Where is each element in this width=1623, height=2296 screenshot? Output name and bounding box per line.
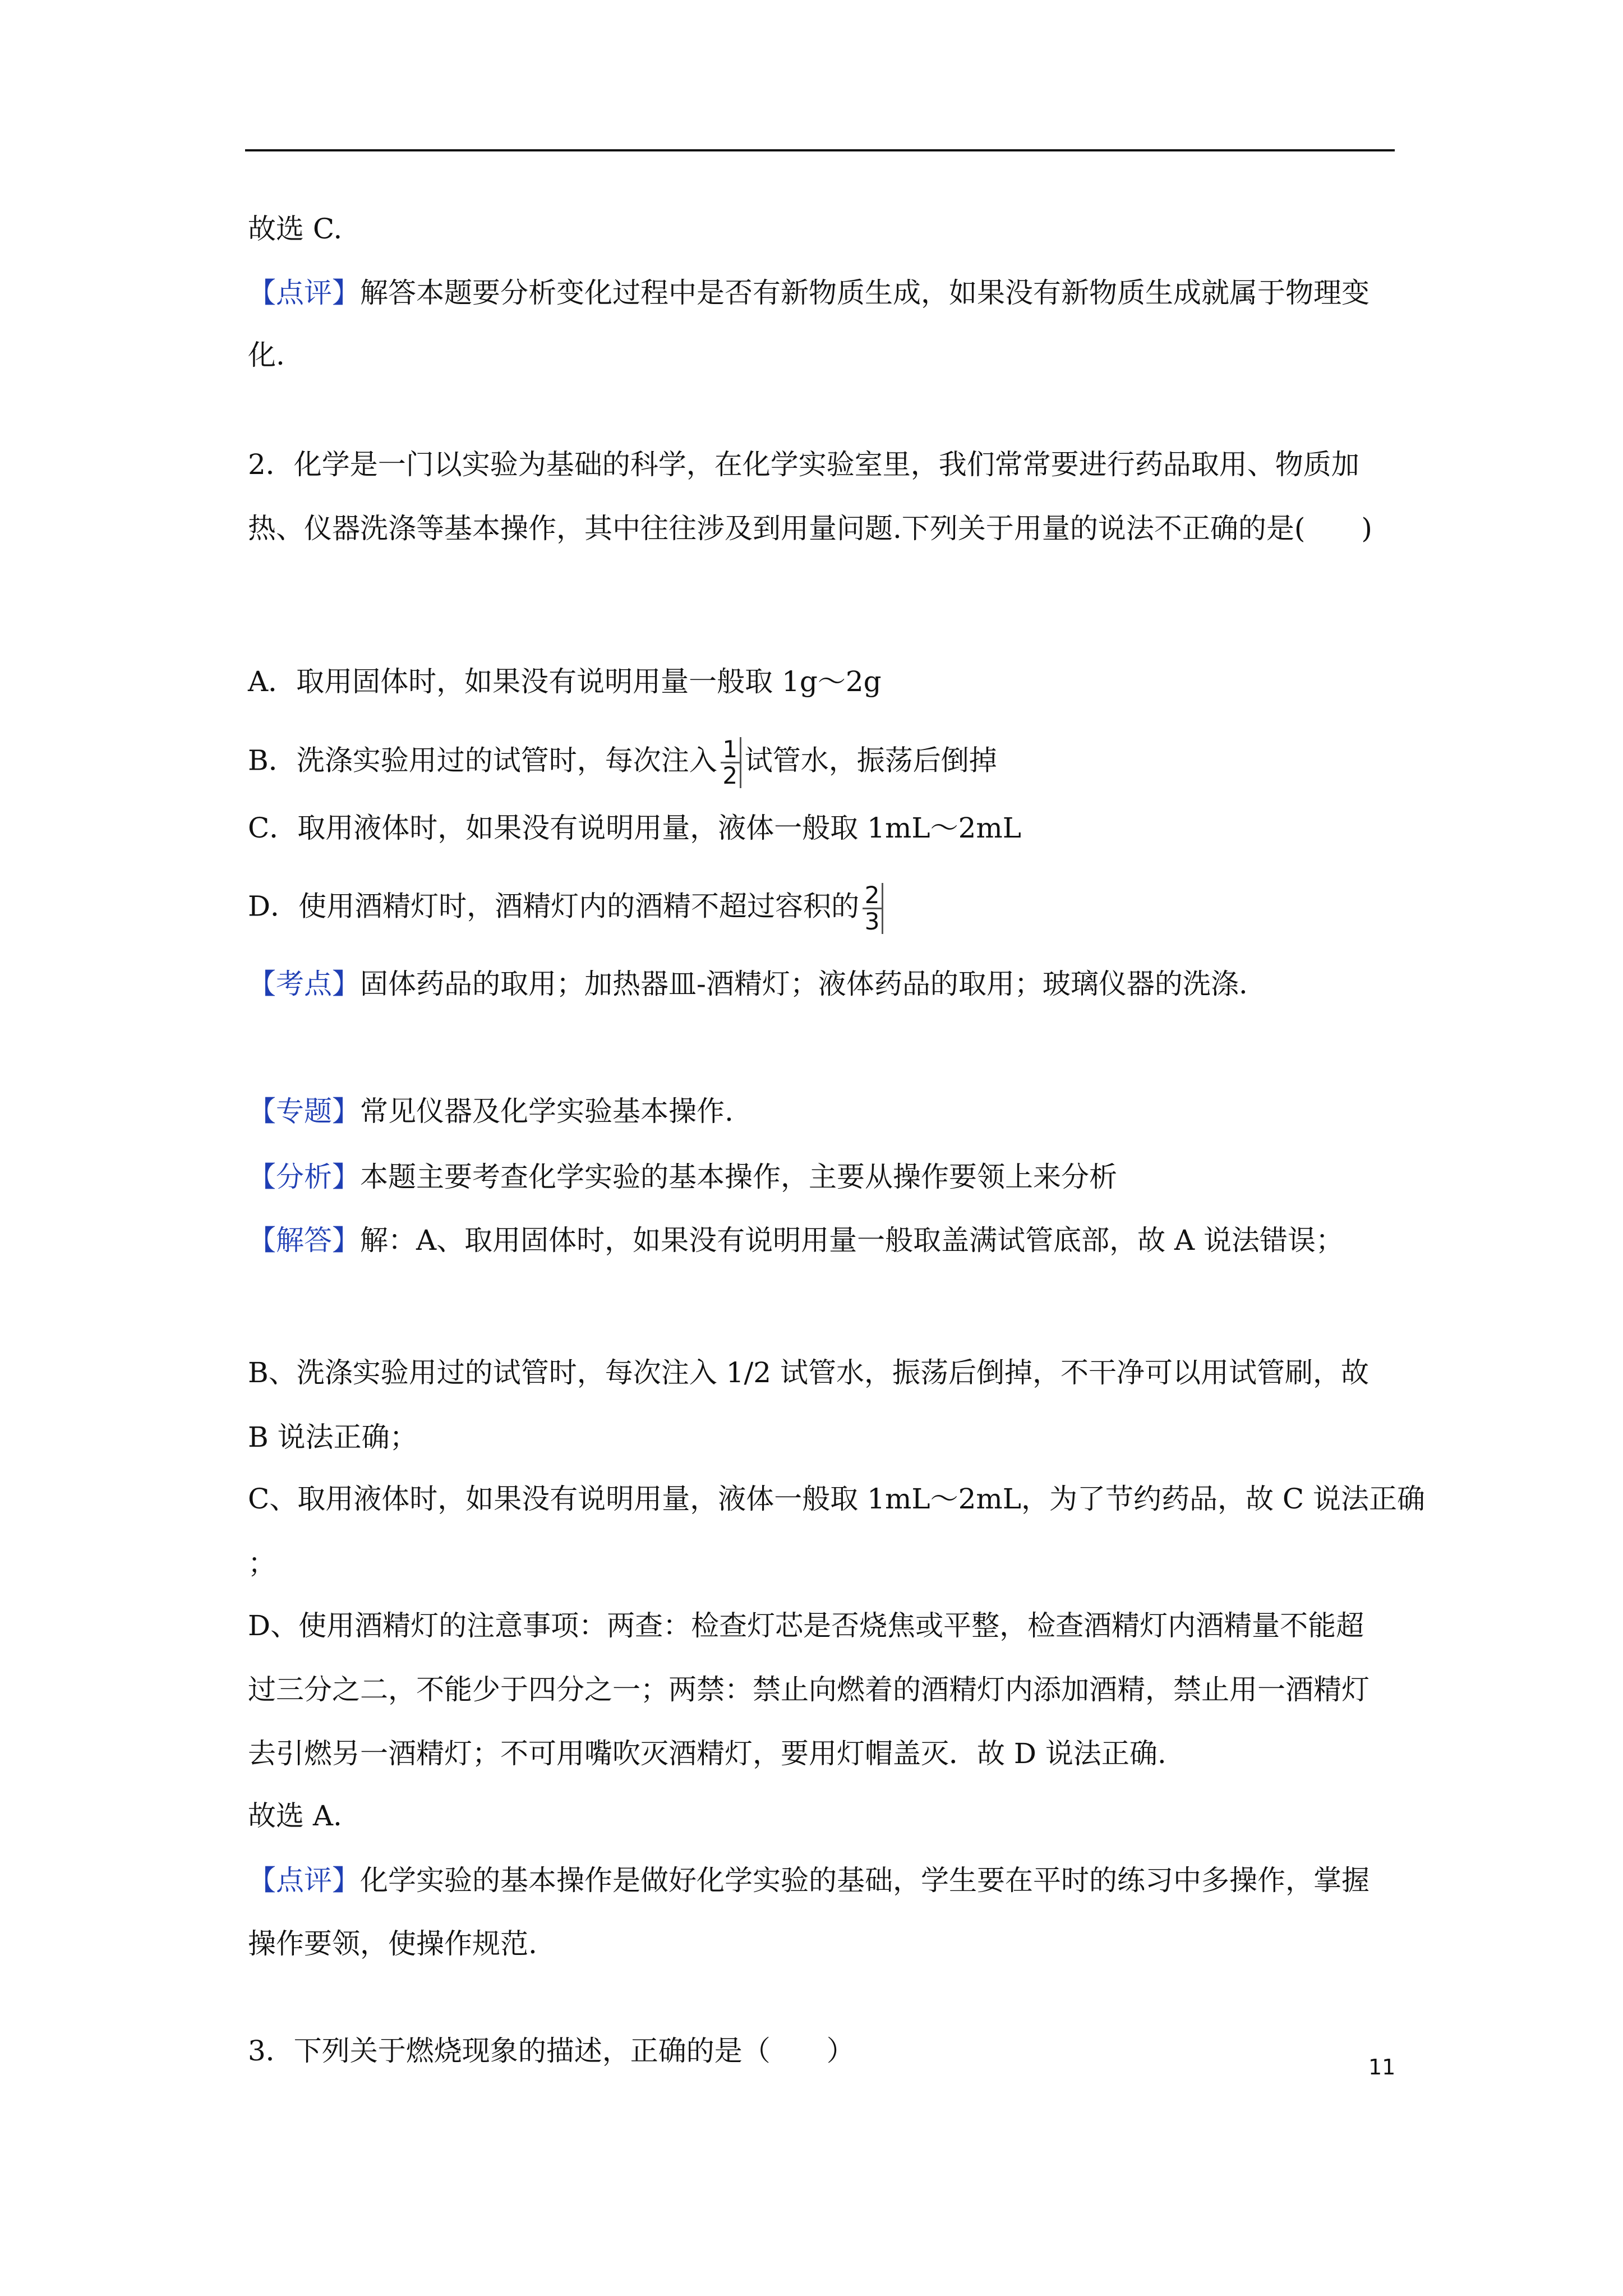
zhuanti-line (248, 1092, 734, 1131)
option-a: A．取用固体时，如果没有说明用量一般取 1g～2g (248, 665, 882, 698)
fraction-one-half (721, 737, 741, 788)
fraction-numerator: 1 (721, 737, 740, 763)
option-b (248, 737, 997, 788)
kaodian-text: 固体药品的取用；加热器皿-酒精灯；液体药品的取用；玻璃仪器的洗涤. (360, 968, 1248, 1000)
fenxi-text: 本题主要考查化学实验的基本操作，主要从操作要领上来分析 (360, 1161, 1117, 1193)
review-line-cont: 化. (248, 339, 285, 371)
solution-c-cont: ； (248, 1547, 276, 1580)
fraction-denominator: 2 (722, 762, 738, 789)
question-2-stem: 2．化学是一门以实验为基础的科学，在化学实验室里，我们常常要进行药品取用、物质加 (248, 448, 1359, 481)
kaodian-tag: 【考点】 (248, 968, 360, 1000)
option-b-text: B．洗涤实验用过的试管时，每次注入 (248, 744, 717, 777)
solution-c: C、取用液体时，如果没有说明用量，液体一般取 1mL～2mL，为了节约药品，故 C 说法正确 (248, 1483, 1426, 1515)
answer-line: 故选 A. (248, 1800, 342, 1832)
jieda-line (248, 1221, 1344, 1260)
solution-b: B、洗涤实验用过的试管时，每次注入 1/2 试管水，振荡后倒掉，不干净可以用试管刷，故 (248, 1356, 1369, 1389)
review-tag: 【点评】 (248, 277, 360, 309)
fraction-denominator: 3 (864, 908, 880, 935)
answer-line: 故选 C. (248, 213, 343, 245)
jieda-tag: 【解答】 (248, 1224, 360, 1257)
header-rule (245, 149, 1395, 151)
solution-d: D、使用酒精灯的注意事项：两查：检查灯芯是否烧焦或平整，检查酒精灯内酒精量不能超 (248, 1609, 1364, 1642)
page-number: 11 (1368, 2055, 1396, 2079)
question-3-stem: 3．下列关于燃烧现象的描述，正确的是（ ） (248, 2035, 855, 2067)
fraction-numerator: 2 (863, 883, 882, 909)
jieda-text: 解：A、取用固体时，如果没有说明用量一般取盖满试管底部，故 A 说法错误； (360, 1224, 1344, 1257)
zhuanti-tag: 【专题】 (248, 1095, 360, 1128)
kaodian-line (248, 964, 1248, 1004)
option-b-text-end: 试管水，振荡后倒掉 (744, 744, 997, 777)
option-c: C．取用液体时，如果没有说明用量，液体一般取 1mL～2mL (248, 812, 1022, 844)
option-d (248, 883, 887, 934)
option-d-text: D．使用酒精灯时，酒精灯内的酒精不超过容积的 (248, 890, 860, 923)
review-tag: 【点评】 (248, 1864, 360, 1897)
solution-b-cont: B 说法正确； (248, 1421, 418, 1453)
fenxi-line (248, 1157, 1117, 1197)
review-text: 解答本题要分析变化过程中是否有新物质生成，如果没有新物质生成就属于物理变 (360, 277, 1370, 309)
fraction-two-thirds (863, 883, 883, 934)
zhuanti-text: 常见仪器及化学实验基本操作. (360, 1095, 734, 1128)
review-line-cont: 操作要领，使操作规范. (248, 1927, 537, 1960)
solution-d-cont-2: 去引燃另一酒精灯；不可用嘴吹灭酒精灯，要用灯帽盖灭．故 D 说法正确. (248, 1737, 1166, 1770)
solution-d-cont: 过三分之二，不能少于四分之一；两禁：禁止向燃着的酒精灯内添加酒精，禁止用一酒精灯 (248, 1673, 1370, 1706)
review-text: 化学实验的基本操作是做好化学实验的基础，学生要在平时的练习中多操作，掌握 (360, 1864, 1370, 1897)
fenxi-tag: 【分析】 (248, 1161, 360, 1193)
question-2-stem-cont: 热、仪器洗涤等基本操作，其中往往涉及到用量问题.下列关于用量的说法不正确的是( ) (248, 512, 1372, 545)
review-line (248, 273, 1370, 312)
review-line (248, 1861, 1370, 1900)
